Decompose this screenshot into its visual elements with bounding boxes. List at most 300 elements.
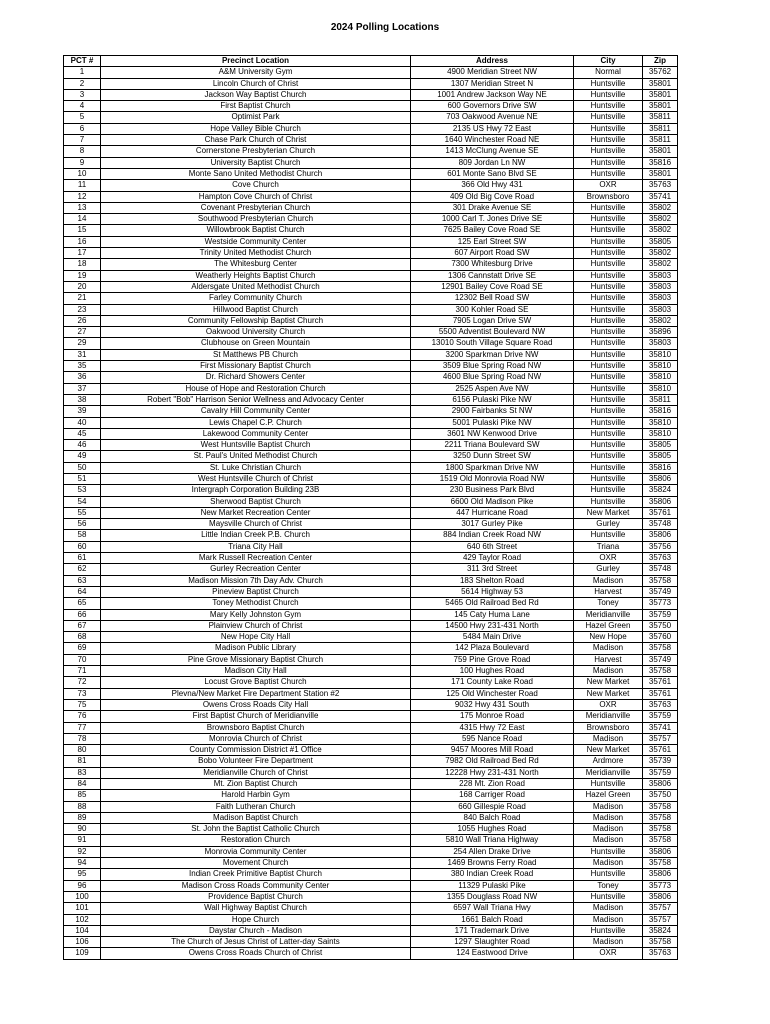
cell-pct: 55 — [64, 507, 101, 518]
cell-precinct-location: Gurley Recreation Center — [101, 564, 411, 575]
cell-city: Huntsville — [574, 925, 643, 936]
cell-pct: 104 — [64, 925, 101, 936]
cell-zip: 35816 — [643, 462, 678, 473]
cell-address: 5001 Pulaski Pike NW — [411, 417, 574, 428]
cell-zip: 35761 — [643, 677, 678, 688]
cell-address: 640 6th Street — [411, 541, 574, 552]
cell-zip: 35811 — [643, 135, 678, 146]
table-row — [64, 146, 678, 157]
cell-precinct-location: Robert "Bob" Harrison Senior Wellness and Advocacy Center — [101, 394, 411, 405]
cell-address: 600 Governors Drive SW — [411, 101, 574, 112]
cell-city: Huntsville — [574, 281, 643, 292]
table-row — [64, 315, 678, 326]
cell-precinct-location: Madison Mission 7th Day Adv. Church — [101, 575, 411, 586]
cell-address: 100 Hughes Road — [411, 666, 574, 677]
table-row — [64, 937, 678, 948]
cell-address: 183 Shelton Road — [411, 575, 574, 586]
cell-zip: 35739 — [643, 756, 678, 767]
cell-city: OXR — [574, 553, 643, 564]
cell-city: Ardmore — [574, 756, 643, 767]
cell-zip: 35811 — [643, 112, 678, 123]
cell-precinct-location: St Matthews PB Church — [101, 349, 411, 360]
cell-precinct-location: West Huntsville Church of Christ — [101, 473, 411, 484]
table-row — [64, 733, 678, 744]
cell-address: 409 Old Big Cove Road — [411, 191, 574, 202]
cell-precinct-location: Chase Park Church of Christ — [101, 135, 411, 146]
cell-pct: 84 — [64, 779, 101, 790]
cell-pct: 37 — [64, 383, 101, 394]
cell-precinct-location: Providence Baptist Church — [101, 891, 411, 902]
table-row — [64, 78, 678, 89]
cell-pct: 9 — [64, 157, 101, 168]
cell-precinct-location: Pineview Baptist Church — [101, 586, 411, 597]
cell-pct: 26 — [64, 315, 101, 326]
cell-precinct-location: Lakewood Community Center — [101, 428, 411, 439]
cell-pct: 75 — [64, 699, 101, 710]
table-row — [64, 632, 678, 643]
cell-city: Huntsville — [574, 338, 643, 349]
cell-precinct-location: Restoration Church — [101, 835, 411, 846]
cell-pct: 19 — [64, 270, 101, 281]
cell-address: 4900 Meridian Street NW — [411, 67, 574, 78]
cell-city: Huntsville — [574, 89, 643, 100]
cell-zip: 35773 — [643, 880, 678, 891]
cell-zip: 35803 — [643, 270, 678, 281]
cell-zip: 35758 — [643, 812, 678, 823]
cell-city: Huntsville — [574, 315, 643, 326]
cell-zip: 35806 — [643, 496, 678, 507]
cell-zip: 35763 — [643, 553, 678, 564]
cell-pct: 3 — [64, 89, 101, 100]
cell-zip: 35748 — [643, 564, 678, 575]
cell-precinct-location: Dr. Richard Showers Center — [101, 372, 411, 383]
cell-pct: 77 — [64, 722, 101, 733]
table-row — [64, 541, 678, 552]
table-row — [64, 564, 678, 575]
cell-pct: 68 — [64, 632, 101, 643]
cell-precinct-location: Farley Community Church — [101, 293, 411, 304]
cell-zip: 35757 — [643, 903, 678, 914]
table-row — [64, 586, 678, 597]
cell-pct: 66 — [64, 609, 101, 620]
table-row — [64, 722, 678, 733]
cell-zip: 35758 — [643, 801, 678, 812]
table-row — [64, 202, 678, 213]
cell-address: 5500 Adventist Boulevard NW — [411, 327, 574, 338]
cell-city: Madison — [574, 733, 643, 744]
cell-pct: 76 — [64, 711, 101, 722]
cell-city: Triana — [574, 541, 643, 552]
cell-pct: 109 — [64, 948, 101, 959]
cell-address: 124 Eastwood Drive — [411, 948, 574, 959]
cell-city: Huntsville — [574, 846, 643, 857]
cell-address: 380 Indian Creek Road — [411, 869, 574, 880]
cell-zip: 35806 — [643, 530, 678, 541]
cell-city: Huntsville — [574, 372, 643, 383]
table-row — [64, 891, 678, 902]
cell-address: 6597 Wall Triana Hwy — [411, 903, 574, 914]
cell-address: 1297 Slaughter Road — [411, 937, 574, 948]
table-row — [64, 925, 678, 936]
cell-zip: 35741 — [643, 722, 678, 733]
cell-pct: 46 — [64, 440, 101, 451]
cell-address: 2525 Aspen Ave NW — [411, 383, 574, 394]
cell-pct: 29 — [64, 338, 101, 349]
cell-precinct-location: Trinity United Methodist Church — [101, 248, 411, 259]
table-row — [64, 779, 678, 790]
table-row — [64, 688, 678, 699]
table-row — [64, 948, 678, 959]
table-row — [64, 406, 678, 417]
table-row — [64, 609, 678, 620]
table-row — [64, 801, 678, 812]
cell-city: New Market — [574, 507, 643, 518]
table-row — [64, 519, 678, 530]
table-row — [64, 214, 678, 225]
cell-city: Huntsville — [574, 168, 643, 179]
table-row — [64, 756, 678, 767]
cell-address: 607 Airport Road SW — [411, 248, 574, 259]
cell-pct: 15 — [64, 225, 101, 236]
cell-city: Hazel Green — [574, 790, 643, 801]
cell-address: 3250 Dunn Street SW — [411, 451, 574, 462]
table-row — [64, 507, 678, 518]
cell-pct: 100 — [64, 891, 101, 902]
cell-city: Meridianville — [574, 711, 643, 722]
table-row — [64, 654, 678, 665]
cell-precinct-location: Westside Community Center — [101, 236, 411, 247]
cell-city: Huntsville — [574, 383, 643, 394]
cell-city: Harvest — [574, 654, 643, 665]
cell-city: Meridianville — [574, 767, 643, 778]
cell-pct: 4 — [64, 101, 101, 112]
cell-pct: 63 — [64, 575, 101, 586]
table-row — [64, 361, 678, 372]
cell-city: Huntsville — [574, 779, 643, 790]
table-row — [64, 553, 678, 564]
table-row — [64, 123, 678, 134]
cell-precinct-location: Indian Creek Primitive Baptist Church — [101, 869, 411, 880]
cell-city: Huntsville — [574, 101, 643, 112]
cell-pct: 18 — [64, 259, 101, 270]
cell-precinct-location: Cavalry Hill Community Center — [101, 406, 411, 417]
cell-address: 7300 Whitesburg Drive — [411, 259, 574, 270]
cell-city: Normal — [574, 67, 643, 78]
cell-pct: 94 — [64, 858, 101, 869]
table-row — [64, 677, 678, 688]
cell-city: Brownsboro — [574, 722, 643, 733]
cell-city: Huntsville — [574, 259, 643, 270]
cell-precinct-location: Mt. Zion Baptist Church — [101, 779, 411, 790]
cell-city: Gurley — [574, 564, 643, 575]
cell-precinct-location: Clubhouse on Green Mountain — [101, 338, 411, 349]
cell-precinct-location: Aldersgate United Methodist Church — [101, 281, 411, 292]
cell-precinct-location: First Baptist Church — [101, 101, 411, 112]
cell-pct: 35 — [64, 361, 101, 372]
table-row — [64, 372, 678, 383]
cell-address: 300 Kohler Road SE — [411, 304, 574, 315]
cell-city: Huntsville — [574, 304, 643, 315]
cell-zip: 35741 — [643, 191, 678, 202]
cell-address: 230 Business Park Blvd — [411, 485, 574, 496]
cell-zip: 35810 — [643, 361, 678, 372]
cell-zip: 35761 — [643, 688, 678, 699]
cell-city: Harvest — [574, 586, 643, 597]
cell-address: 3601 NW Kenwood Drive — [411, 428, 574, 439]
cell-pct: 16 — [64, 236, 101, 247]
cell-city: Hazel Green — [574, 620, 643, 631]
cell-city: Huntsville — [574, 485, 643, 496]
cell-zip: 35811 — [643, 394, 678, 405]
cell-pct: 49 — [64, 451, 101, 462]
cell-zip: 35806 — [643, 473, 678, 484]
cell-address: 595 Nance Road — [411, 733, 574, 744]
cell-zip: 35802 — [643, 225, 678, 236]
cell-city: Huntsville — [574, 135, 643, 146]
cell-pct: 92 — [64, 846, 101, 857]
cell-precinct-location: House of Hope and Restoration Church — [101, 383, 411, 394]
cell-address: 6156 Pulaski Pike NW — [411, 394, 574, 405]
cell-zip: 35763 — [643, 699, 678, 710]
cell-address: 12302 Bell Road SW — [411, 293, 574, 304]
cell-zip: 35761 — [643, 745, 678, 756]
cell-pct: 17 — [64, 248, 101, 259]
cell-address: 5484 Main Drive — [411, 632, 574, 643]
cell-city: Huntsville — [574, 236, 643, 247]
cell-zip: 35810 — [643, 428, 678, 439]
table-row — [64, 180, 678, 191]
cell-zip: 35802 — [643, 259, 678, 270]
cell-address: 168 Carriger Road — [411, 790, 574, 801]
cell-address: 301 Drake Avenue SE — [411, 202, 574, 213]
cell-zip: 35760 — [643, 632, 678, 643]
cell-city: Madison — [574, 914, 643, 925]
cell-city: Huntsville — [574, 123, 643, 134]
cell-address: 1469 Browns Ferry Road — [411, 858, 574, 869]
cell-pct: 40 — [64, 417, 101, 428]
cell-address: 12228 Hwy 231-431 North — [411, 767, 574, 778]
cell-city: Huntsville — [574, 112, 643, 123]
table-row — [64, 451, 678, 462]
cell-address: 13010 South Village Square Road — [411, 338, 574, 349]
cell-pct: 81 — [64, 756, 101, 767]
cell-precinct-location: Harold Harbin Gym — [101, 790, 411, 801]
cell-pct: 14 — [64, 214, 101, 225]
cell-zip: 35758 — [643, 858, 678, 869]
cell-zip: 35824 — [643, 925, 678, 936]
cell-precinct-location: Weatherly Heights Baptist Church — [101, 270, 411, 281]
table-row — [64, 530, 678, 541]
cell-zip: 35757 — [643, 914, 678, 925]
cell-city: Meridianville — [574, 609, 643, 620]
cell-address: 7625 Bailey Cove Road SE — [411, 225, 574, 236]
cell-zip: 35762 — [643, 67, 678, 78]
cell-address: 759 Pine Grove Road — [411, 654, 574, 665]
cell-zip: 35758 — [643, 937, 678, 948]
cell-precinct-location: St. Paul's United Methodist Church — [101, 451, 411, 462]
cell-zip: 35810 — [643, 349, 678, 360]
cell-pct: 70 — [64, 654, 101, 665]
cell-zip: 35758 — [643, 643, 678, 654]
cell-city: New Market — [574, 688, 643, 699]
cell-pct: 80 — [64, 745, 101, 756]
table-row — [64, 440, 678, 451]
cell-address: 228 Mt. Zion Road — [411, 779, 574, 790]
cell-address: 5810 Wall Triana Highway — [411, 835, 574, 846]
table-row — [64, 225, 678, 236]
table-row — [64, 270, 678, 281]
cell-precinct-location: Hampton Cove Church of Christ — [101, 191, 411, 202]
cell-precinct-location: Meridianville Church of Christ — [101, 767, 411, 778]
cell-zip: 35759 — [643, 609, 678, 620]
cell-precinct-location: Hope Church — [101, 914, 411, 925]
table-row — [64, 643, 678, 654]
cell-city: Gurley — [574, 519, 643, 530]
header-city: City — [574, 56, 643, 67]
cell-city: Huntsville — [574, 530, 643, 541]
cell-pct: 20 — [64, 281, 101, 292]
cell-address: 175 Monroe Road — [411, 711, 574, 722]
cell-city: Madison — [574, 643, 643, 654]
cell-precinct-location: Hillwood Baptist Church — [101, 304, 411, 315]
cell-address: 1000 Carl T. Jones Drive SE — [411, 214, 574, 225]
cell-precinct-location: Madison Cross Roads Community Center — [101, 880, 411, 891]
cell-zip: 35824 — [643, 485, 678, 496]
cell-pct: 12 — [64, 191, 101, 202]
table-row — [64, 112, 678, 123]
header-precinct-location: Precinct Location — [101, 56, 411, 67]
cell-zip: 35758 — [643, 835, 678, 846]
cell-address: 840 Balch Road — [411, 812, 574, 823]
cell-zip: 35763 — [643, 180, 678, 191]
cell-zip: 35805 — [643, 440, 678, 451]
cell-pct: 38 — [64, 394, 101, 405]
cell-zip: 35811 — [643, 123, 678, 134]
cell-precinct-location: University Baptist Church — [101, 157, 411, 168]
cell-zip: 35816 — [643, 406, 678, 417]
cell-city: Huntsville — [574, 394, 643, 405]
cell-address: 1306 Cannstatt Drive SE — [411, 270, 574, 281]
cell-zip: 35759 — [643, 711, 678, 722]
table-row — [64, 304, 678, 315]
cell-pct: 2 — [64, 78, 101, 89]
cell-zip: 35773 — [643, 598, 678, 609]
cell-address: 1519 Old Monrovia Road NW — [411, 473, 574, 484]
cell-address: 9457 Moores Mill Road — [411, 745, 574, 756]
cell-pct: 51 — [64, 473, 101, 484]
cell-pct: 62 — [64, 564, 101, 575]
cell-address: 9032 Hwy 431 South — [411, 699, 574, 710]
cell-zip: 35810 — [643, 372, 678, 383]
cell-address: 5465 Old Railroad Bed Rd — [411, 598, 574, 609]
table-row — [64, 383, 678, 394]
table-row — [64, 835, 678, 846]
cell-pct: 45 — [64, 428, 101, 439]
cell-address: 1413 McClung Avenue SE — [411, 146, 574, 157]
cell-city: New Market — [574, 745, 643, 756]
table-row — [64, 711, 678, 722]
cell-pct: 54 — [64, 496, 101, 507]
cell-precinct-location: St. John the Baptist Catholic Church — [101, 824, 411, 835]
cell-address: 1800 Sparkman Drive NW — [411, 462, 574, 473]
table-row — [64, 394, 678, 405]
cell-city: Huntsville — [574, 473, 643, 484]
cell-zip: 35806 — [643, 779, 678, 790]
cell-city: Huntsville — [574, 202, 643, 213]
cell-pct: 8 — [64, 146, 101, 157]
cell-precinct-location: Willowbrook Baptist Church — [101, 225, 411, 236]
cell-pct: 11 — [64, 180, 101, 191]
cell-precinct-location: Monrovia Community Center — [101, 846, 411, 857]
cell-precinct-location: First Missionary Baptist Church — [101, 361, 411, 372]
table-row — [64, 598, 678, 609]
cell-city: Brownsboro — [574, 191, 643, 202]
cell-zip: 35810 — [643, 383, 678, 394]
table-row — [64, 101, 678, 112]
table-row — [64, 699, 678, 710]
cell-pct: 72 — [64, 677, 101, 688]
cell-precinct-location: Maysville Church of Christ — [101, 519, 411, 530]
cell-precinct-location: Jackson Way Baptist Church — [101, 89, 411, 100]
cell-city: Madison — [574, 812, 643, 823]
polling-locations-table — [63, 55, 678, 960]
cell-pct: 39 — [64, 406, 101, 417]
cell-city: Huntsville — [574, 327, 643, 338]
table-row — [64, 473, 678, 484]
cell-city: Madison — [574, 666, 643, 677]
header-address: Address — [411, 56, 574, 67]
cell-precinct-location: Faith Lutheran Church — [101, 801, 411, 812]
cell-address: 809 Jordan Ln NW — [411, 157, 574, 168]
cell-pct: 106 — [64, 937, 101, 948]
header-zip: Zip — [643, 56, 678, 67]
cell-pct: 7 — [64, 135, 101, 146]
cell-zip: 35761 — [643, 507, 678, 518]
cell-zip: 35803 — [643, 338, 678, 349]
table-row — [64, 248, 678, 259]
cell-zip: 35802 — [643, 248, 678, 259]
cell-city: Huntsville — [574, 891, 643, 902]
cell-city: Huntsville — [574, 214, 643, 225]
cell-zip: 35750 — [643, 620, 678, 631]
cell-precinct-location: Intergraph Corporation Building 23B — [101, 485, 411, 496]
cell-address: 2211 Triana Boulevard SW — [411, 440, 574, 451]
table-row — [64, 293, 678, 304]
cell-precinct-location: Daystar Church - Madison — [101, 925, 411, 936]
cell-precinct-location: Mark Russell Recreation Center — [101, 553, 411, 564]
cell-address: 142 Plaza Boulevard — [411, 643, 574, 654]
cell-zip: 35749 — [643, 586, 678, 597]
cell-precinct-location: A&M University Gym — [101, 67, 411, 78]
cell-zip: 35801 — [643, 101, 678, 112]
cell-address: 4600 Blue Spring Road NW — [411, 372, 574, 383]
cell-city: Madison — [574, 937, 643, 948]
cell-pct: 13 — [64, 202, 101, 213]
cell-zip: 35758 — [643, 575, 678, 586]
cell-precinct-location: Bobo Volunteer Fire Department — [101, 756, 411, 767]
table-row — [64, 858, 678, 869]
cell-precinct-location: Sherwood Baptist Church — [101, 496, 411, 507]
cell-address: 1001 Andrew Jackson Way NE — [411, 89, 574, 100]
cell-pct: 27 — [64, 327, 101, 338]
cell-zip: 35806 — [643, 869, 678, 880]
cell-city: Toney — [574, 880, 643, 891]
table-row — [64, 67, 678, 78]
cell-precinct-location: Plevna/New Market Fire Department Station #2 — [101, 688, 411, 699]
cell-precinct-location: Optimist Park — [101, 112, 411, 123]
cell-city: Huntsville — [574, 869, 643, 880]
cell-address: 12901 Bailey Cove Road SE — [411, 281, 574, 292]
